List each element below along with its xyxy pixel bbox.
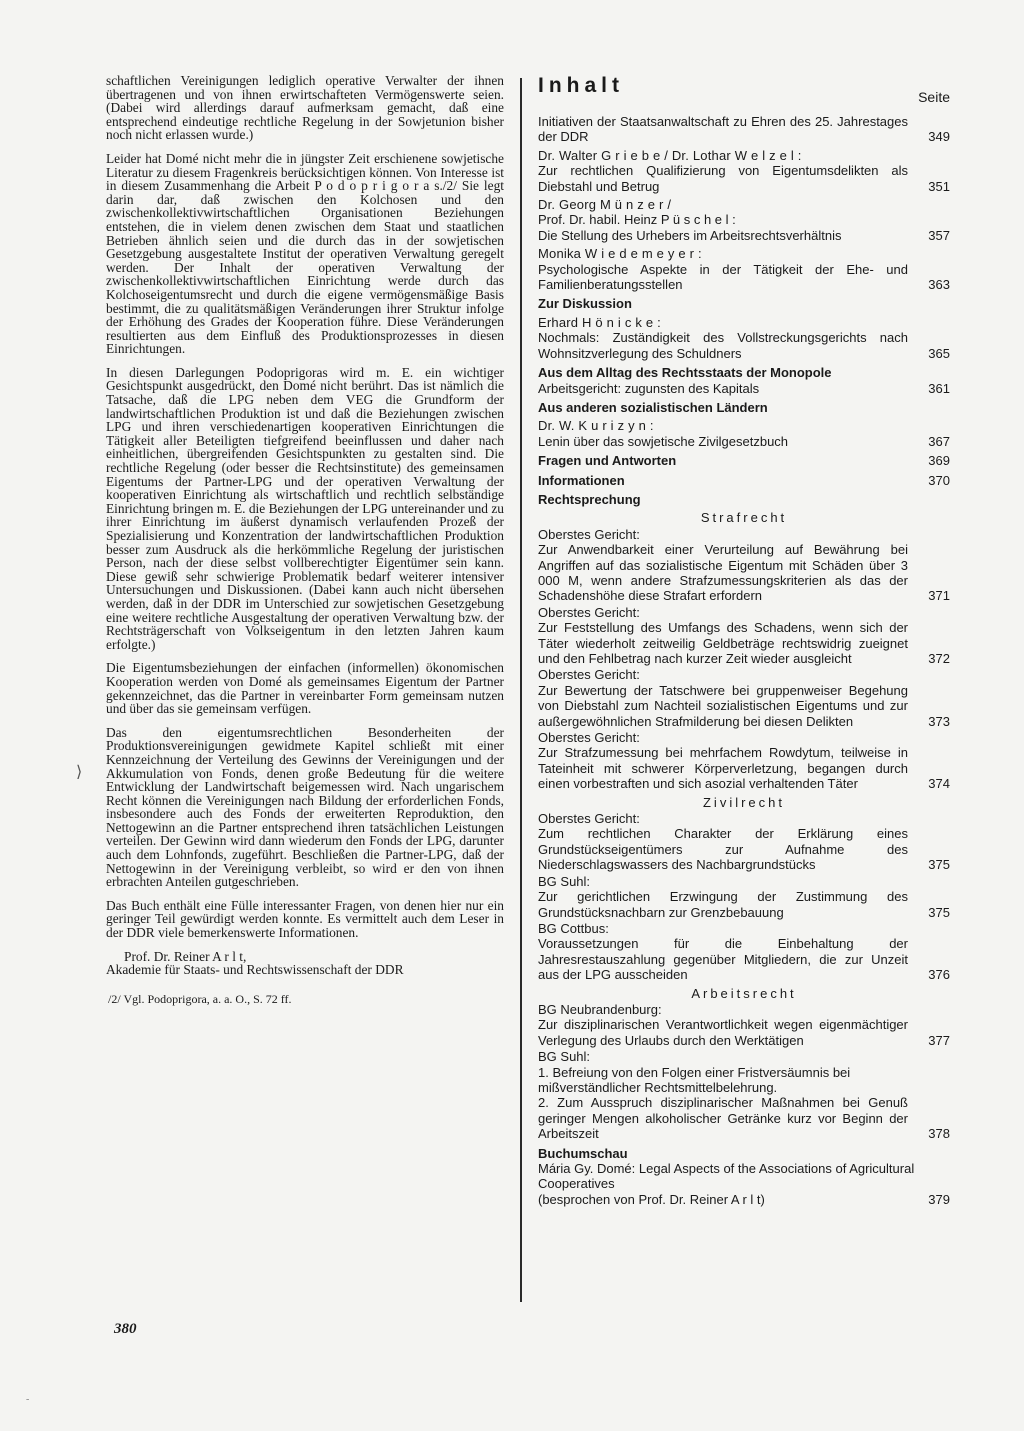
toc-court: Oberstes Gericht:	[538, 526, 640, 542]
paragraph-2: Leider hat Domé nicht mehr die in jüngster Zeit erschienene sowjetische Literatur zu diesem Fragenkreis berücksichtigen können. Von Interesse ist in diesem Zusammenhang die Arbeit P o d o p r i g o r a s./2/ Sie legt darin dar, daß zwischen den Kolchosen und den zwischenkollektivwirtschaftlichen Organisationen Beziehungen entstehen, die in vielem denen zwischen dem Staat und staatlichen Betrieben ähnlich seien und die durch das in der sowjetischen Gesetzgebung ausgestaltete Institut der operativen Verwaltung geregelt werden. Der Inhalt der operativen Verwaltung der zwischenkollektivwirtschaftlichen Einrichtung werde durch das Kolchoseigentumsrecht und durch die eigene vermögensmäßige Basis bestimmt, die zu qualitätsmäßigen Veränderungen ihrer Struktur infolge der Erhöhung des Grades der Kooperation führe. Diese Veränderungen resultierten aus dem Einfluß des Produktionsprozesses in diesen Einrichtungen.	[106, 150, 504, 357]
toc-entry: Psychologische Aspekte in der Tätigkeit der Ehe- und Familienberatungsstellen 363	[538, 261, 950, 293]
toc-title: Inhalt	[538, 74, 624, 97]
toc-entry: Zur gerichtlichen Erzwingung der Zustimmung des Grundstücksnachbarn zur Grenzbebauung 375	[538, 889, 950, 920]
toc-subsection: Zivilrecht	[702, 794, 785, 810]
toc-subsection: Strafrecht	[700, 510, 788, 526]
paragraph-3: In diesen Darlegungen Podoprigoras wird m. E. ein wichtiger Gesichtspunkt ausgedrückt, den Domé nicht berührt. Das ist nämlich die Tatsache, daß die LPG neben dem VEG die Grundform der landwirtschaftlichen Produktion ist und daß die Beziehungen zwischen LPG und ihren verschiedenartigen kooperativen Einrichtungen die Tätigkeit aller Beteiligten tiefgreifend beeinflussen und daher nach einheitlichen, übergreifenden Gesichtspunkten zu gestalten sind. Die rechtliche Regelung (oder besser die Rechtsinstitute) des gemeinsamen Eigentums der Partner-LPG und der operativen Verwaltung der kooperativen Einrichtung als wirtschaftlich und rechtlich selbständige Einrichtung bringen m. E. die Beziehungen der LPG untereinander und zu ihrer Einrichtung im äußerst dynamisch verlaufenden Prozeß der Spezialisierung und Konzentration der landwirtschaftlichen Produktion besser zum Ausdruck als die herkömmliche Regelung der juristischen Person, nach der diese selbst vollberechtigter Eigentümer sein kann. Diese gewiß sehr schwierige Problematik bedarf weiterer intensiver Untersuchungen und Diskussionen. (Dabei kann auch nicht übersehen werden, daß in der DDR im Unterschied zur sowjetischen Gesetzgebung eine weitere rechtliche Ausgestaltung der operativen Verwaltung bzw. der Rechtsträgerschaft von Volkseigentum in den letzten Jahren kaum erfolgte.)	[106, 364, 504, 652]
toc-section-heading: Aus dem Alltag des Rechtsstaats der Monopole	[538, 365, 832, 381]
toc-header	[538, 74, 950, 114]
toc-entry: Zur rechtlichen Qualifizierung von Eigentumsdelikten als Diebstahl und Betrug 351	[538, 163, 950, 194]
column-divider	[520, 78, 522, 1302]
toc-entry: Zur Bewertung der Tatschwere bei gruppenweiser Begehung von Diebstahl zum Nachteil sozialistischen Eigentums und zur außergewöhnlichen Strafmilderung bei diesen Delikten 373	[538, 682, 950, 729]
toc-entry: Nochmals: Zuständigkeit des Vollstreckungsgerichts nach Wohnsitzverlegung des Schuldners 365	[538, 330, 950, 361]
toc-author: Dr. Walter G r i e b e / Dr. Lothar W e l z e l :	[538, 147, 802, 163]
toc-court: BG Suhl:	[538, 1049, 591, 1065]
toc-entry: (besprochen von Prof. Dr. Reiner A r l t) 379	[538, 1191, 950, 1207]
toc-court: BG Neubrandenburg:	[538, 1001, 662, 1017]
toc-entry: Arbeitsgericht: zugunsten des Kapitals 361	[538, 380, 950, 396]
page-number: 380	[114, 1321, 137, 1337]
toc-court: BG Cottbus:	[538, 920, 609, 936]
paragraph-4: Die Eigentumsbeziehungen der einfachen (informellen) ökonomischen Kooperation werden von Domé als gemeinsames Eigentum der Partner gekennzeichnet, das die Partner in vereinbarter Form gemeinsam nutzen und über das sie gemeinsam verfügen.	[106, 660, 504, 717]
toc-court: Oberstes Gericht:	[538, 604, 640, 620]
signature-name: Prof. Dr. Reiner A r l t,	[124, 948, 247, 964]
toc-entry: Lenin über das sowjetische Zivilgesetzbuch 367	[538, 433, 950, 449]
toc-author: Monika W i e d e m e y e r :	[538, 246, 702, 262]
paragraph-6: Das Buch enthält eine Fülle interessanter Fragen, von denen hier nur ein geringer Teil gewürdigt werden konnte. Es vermittelt auch dem Leser in der DDR viele bemerkenswerte Informationen.	[106, 897, 504, 941]
toc-section-heading: Aus anderen sozialistischen Ländern	[538, 399, 768, 415]
paragraph-1: schaftlichen Vereinigungen lediglich operative Verwalter der ihnen übertragenen und von ihnen erwirtschafteten Vermögenswerte seien. (Dabei wird allerdings darauf aufmerksam gemacht, daß eine entsprechend eindeutige rechtliche Regelung in der Sowjetunion bisher noch nicht erlassen wurde.)	[106, 73, 504, 143]
article-column	[106, 74, 504, 1006]
signature	[106, 950, 504, 977]
toc-section-heading: Rechtsprechung	[538, 491, 641, 507]
table-of-contents	[538, 74, 950, 1207]
toc-section-heading: Zur Diskussion	[538, 296, 632, 312]
toc-author: Dr. Georg M ü n z e r /	[538, 197, 672, 213]
toc-entry: Voraussetzungen für die Einbehaltung der Jahresrestauszahlung gegenüber Mitgliedern, die zur Unzeit aus der LPG ausscheiden 376	[538, 936, 950, 983]
toc-entry: Zum rechtlichen Charakter der Erklärung eines Grundstückseigentümers zur Aufnahme des Niederschlagswassers des Nachbargrundstücks 375	[538, 826, 950, 873]
toc-book-title: Mária Gy. Domé: Legal Aspects of the Associations of Agricultural Cooperatives	[538, 1161, 915, 1192]
toc-section-heading: Fragen und Antworten 369	[538, 453, 950, 469]
toc-entry: 2. Zum Ausspruch disziplinarischer Maßnahmen bei Genuß geringer Mengen alkoholischer Getränke kurz vor Beginn der Arbeitszeit 378	[538, 1095, 950, 1142]
toc-page-label: Seite	[918, 89, 950, 105]
corner-mark: -	[26, 1394, 30, 1405]
margin-mark: ⟩	[76, 764, 83, 781]
toc-entry: Zur Feststellung des Umfangs des Schadens, wenn sich der Täter wiederholt zeitweilig Geldbeträge rechtswidrig zueignet und den Fehlbetrag nach kurzer Zeit wieder ausgleicht 372	[538, 620, 950, 666]
paragraph-5: Das den eigentumsrechtlichen Besonderheiten der Produktionsvereinigungen gewidmete Kapitel schließt mit einer Kennzeichnung der Verteilung des Gewinns der Vereinigungen und der Akkumulation von Fonds, denen große Bedeutung für die weitere Entwicklung der Landwirtschaft beigemessen wird. Nach ungarischem Recht können die Vereinigungen nach Bildung der erforderlichen Fonds, insbesondere auch des Fonds der erweiterten Reproduktion, den Nettogewinn an die Partner entsprechend ihren tatsächlichen Leistungen verteilen. Der Gewinn wird dann wiederum den Fonds der LPG, darunter auch dem Lohnfonds, zugeführt. Beschließen die Partner-LPG, daß der Nettogewinn in der Vereinigung verbleibt, so wird er den von ihnen erbrachten Anteilen gutgeschrieben.	[106, 724, 504, 890]
toc-court: Oberstes Gericht:	[538, 811, 640, 827]
toc-author: Erhard H ö n i c k e :	[538, 314, 661, 330]
toc-section-heading: Informationen 370	[538, 472, 950, 488]
toc-court: BG Suhl:	[538, 873, 591, 889]
toc-court: Oberstes Gericht:	[538, 730, 640, 746]
toc-subsection: Arbeitsrecht	[691, 985, 797, 1001]
footnote: /2/ Vgl. Podoprigora, a. a. O., S. 72 ff.	[108, 991, 292, 1006]
toc-entry-line: 1. Befreiung von den Folgen einer Fristversäumnis bei mißverständlicher Rechtsmittelbelehrung.	[538, 1064, 851, 1095]
toc-court: Oberstes Gericht:	[538, 667, 640, 683]
signature-institution: Akademie für Staats- und Rechtswissenschaft der DDR	[106, 962, 404, 978]
toc-entry: Die Stellung des Urhebers im Arbeitsrechtsverhältnis 357	[538, 227, 950, 243]
toc-entry: Initiativen der Staatsanwaltschaft zu Ehren des 25. Jahrestages der DDR 349	[538, 114, 950, 145]
toc-author: Prof. Dr. habil. Heinz P ü s c h e l :	[538, 212, 736, 228]
toc-entry: Zur disziplinarischen Verantwortlichkeit wegen eigenmächtiger Verlegung des Urlaubs durch den Werktätigen 377	[538, 1017, 950, 1048]
toc-entry: Zur Strafzumessung bei mehrfachem Rowdytum, teilweise in Tateinheit mit schwerer Körperverletzung, begangen durch einen vorbestraften und sich asozial verhaltenden Täter 374	[538, 745, 950, 792]
toc-author: Dr. W. K u r i z y n :	[538, 418, 654, 434]
toc-section-heading: Buchumschau	[538, 1145, 628, 1161]
toc-entry: Zur Anwendbarkeit einer Verurteilung auf Bewährung bei Angriffen auf das sozialistische Eigentum mit Schäden über 3 000 M, wenn andere Strafzumessungskriterien als das der Schadenshöhe diese Strafart erfordern 371	[538, 542, 950, 604]
